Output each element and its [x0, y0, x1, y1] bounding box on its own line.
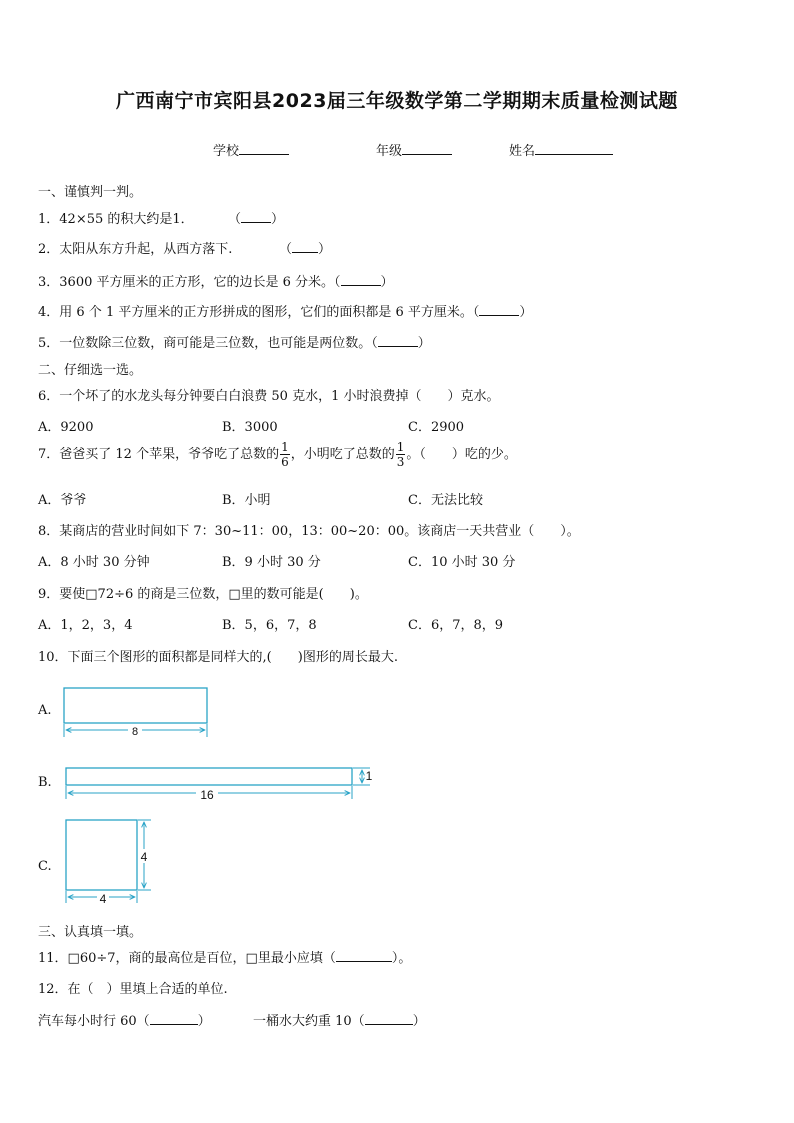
question-12a-text: 汽车每小时行 60（	[38, 1014, 150, 1029]
option-6c[interactable]: C．2900	[408, 420, 465, 435]
question-8: 8．某商店的营业时间如下 7：30~11：00，13：00~20：00。该商店一天共营业（ ）。	[38, 524, 580, 539]
question-9: 9．要使□72÷6 的商是三位数，□里的数可能是( )。	[38, 587, 368, 602]
question-12a: 汽车每小时行 60（ ）	[38, 1014, 211, 1029]
option-10a-label[interactable]: A.	[38, 703, 52, 718]
rectangle-a	[64, 688, 207, 723]
question-7-part3: 。（ ）吃的少。	[406, 447, 517, 462]
option-6a[interactable]: A．9200	[38, 420, 94, 435]
fraction-2-numerator: 1	[396, 440, 405, 454]
answer-blank-11[interactable]	[336, 949, 392, 962]
option-7b[interactable]: B．小明	[222, 493, 271, 508]
rect-a-width-label: 8	[131, 726, 139, 738]
question-11	[38, 947, 411, 966]
option-7a[interactable]: A．爷爷	[38, 493, 87, 508]
answer-paren-1[interactable]: （ ）	[228, 212, 285, 227]
question-4: 4．用 6 个 1 平方厘米的正方形拼成的图形，它们的面积都是 6 平方厘米。（ ）	[38, 305, 533, 320]
question-4-text: 4．用 6 个 1 平方厘米的正方形拼成的图形，它们的面积都是 6 平方厘米。	[38, 305, 473, 320]
question-3-text: 3．3600 平方厘米的正方形，它的边长是 6 分米。	[38, 275, 335, 290]
page-title: 广西南宁市宾阳县2023届三年级数学第二学期期末质量检测试题	[116, 90, 678, 112]
fraction-1-denominator: 6	[281, 455, 289, 469]
question-7-part2: ，小明吃了总数的	[290, 447, 395, 462]
question-6: 6．一个坏了的水龙头每分钟要白白浪费 50 克水，1 小时浪费掉（ ）克水。	[38, 389, 500, 404]
fraction-2-denominator: 3	[396, 455, 405, 469]
answer-blank-12a[interactable]	[150, 1012, 198, 1025]
grade-label: 年级	[376, 144, 403, 159]
question-5-text: 5．一位数除三位数，商可能是三位数，也可能是两位数。	[38, 336, 372, 351]
option-8a[interactable]: A．8 小时 30 分钟	[38, 555, 150, 570]
fraction-1-numerator: 1	[281, 440, 289, 454]
question-7-part1: 7．爸爸买了 12 个苹果，爷爷吃了总数的	[38, 447, 280, 462]
square-c-height-label: 4	[140, 850, 148, 864]
answer-paren-2[interactable]: （ ）	[279, 242, 332, 257]
question-5: 5．一位数除三位数，商可能是三位数，也可能是两位数。（ ）	[38, 336, 431, 351]
rect-b-height-label: 1	[365, 769, 373, 783]
school-label: 学校	[213, 144, 240, 159]
question-11-text: 11．□60÷7，商的最高位是百位，□里最小应填（	[38, 951, 336, 966]
question-12b: 一桶水大约重 10（ ）	[253, 1014, 426, 1029]
question-12: 12．在（ ）里填上合适的单位.	[38, 982, 228, 997]
question-1-text: 1．42×55 的积大约是1．	[38, 212, 194, 227]
option-8c[interactable]: C．10 小时 30 分	[408, 555, 516, 570]
option-7c[interactable]: C．无法比较	[408, 493, 483, 508]
section-3-heading: 三、认真填一填。	[38, 925, 143, 940]
question-11-end: ）。	[391, 951, 412, 966]
rectangle-b	[66, 768, 352, 785]
question-3: 3．3600 平方厘米的正方形，它的边长是 6 分米。（ ）	[38, 275, 394, 290]
question-10: 10．下面三个图形的面积都是同样大的,( )图形的周长最大.	[38, 650, 398, 665]
square-c	[66, 820, 137, 890]
answer-blank-12b[interactable]	[365, 1012, 413, 1025]
option-6b[interactable]: B．3000	[222, 420, 278, 435]
option-9a[interactable]: A．1，2，3，4	[38, 618, 133, 633]
rect-b-width-label: 16	[200, 788, 214, 802]
option-9b[interactable]: B．5，6，7，8	[222, 618, 317, 633]
option-9c[interactable]: C．6，7，8，9	[408, 618, 504, 633]
section-1-heading: 一、谨慎判一判。	[38, 185, 143, 200]
option-10c-label[interactable]: C.	[38, 859, 52, 874]
square-c-width-label: 4	[99, 892, 107, 906]
question-2-text: 2．太阳从东方升起，从西方落下.	[38, 242, 233, 257]
name-label: 姓名	[509, 144, 536, 159]
question-12b-text: 一桶水大约重 10（	[253, 1014, 365, 1029]
section-2-heading: 二、仔细选一选。	[38, 363, 143, 378]
option-10b-label[interactable]: B.	[38, 775, 52, 790]
option-8b[interactable]: B．9 小时 30 分	[222, 555, 321, 570]
